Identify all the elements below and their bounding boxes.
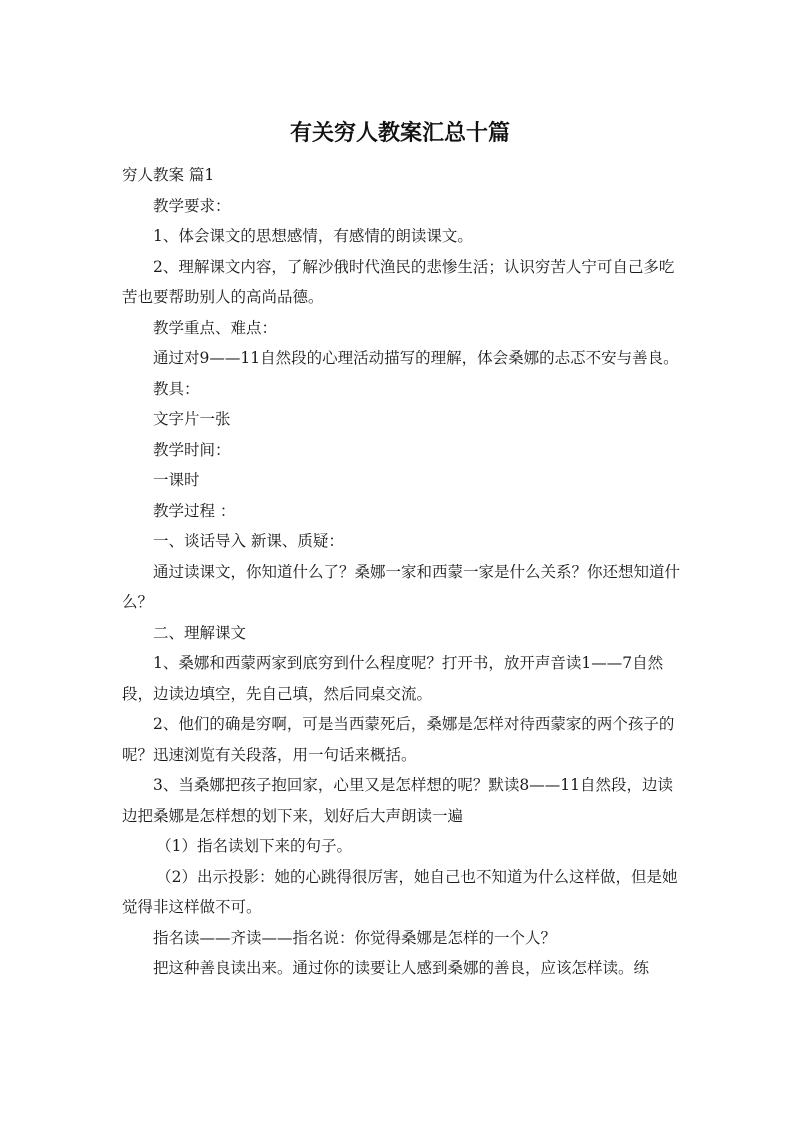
paragraph: 把这种善良读出来。通过你的读要让人感到桑娜的善良，应该怎样读。练 [153, 959, 650, 977]
paragraph: 指名读——齐读——指名说：你觉得桑娜是怎样的一个人？ [153, 928, 557, 947]
paragraph: 3、当桑娜把孩子抱回家，心里又是怎样想的呢？默读8——11自然段，边读边把桑娜是怎样想的划下来，划好后大声朗读一遍 [122, 776, 673, 825]
paragraph: 1、体会课文的思想感情，有感情的朗读课文。 [153, 227, 473, 245]
paragraph: 教具： [153, 379, 200, 398]
paragraph: 通过对9——11自然段的心理活动描写的理解，体会桑娜的忐忑不安与善良。 [153, 349, 679, 367]
paragraph: 二、理解课文 [153, 623, 247, 642]
paragraph: 2、他们的确是穷啊，可是当西蒙死后，桑娜是怎样对待西蒙家的两个孩子的呢？迅速浏览有关段落，用一句话来概括。 [122, 715, 675, 764]
section-heading: 穷人教案 篇1 [122, 166, 215, 184]
document-title: 有关穷人教案汇总十篇 [289, 121, 510, 146]
paragraph: 教学时间： [153, 440, 231, 459]
paragraph: 一、谈话导入 新课、质疑： [153, 532, 344, 550]
paragraph: 教学重点、难点： [153, 318, 278, 337]
paragraph: 文字片一张 [153, 410, 231, 428]
paragraph: （2）出示投影：她的心跳得很厉害，她自己也不知道为什么这样做，但是她觉得非这样做不可。 [122, 867, 678, 916]
paragraph: 一课时 [153, 471, 200, 489]
paragraph: 通过读课文，你知道什么了？桑娜一家和西蒙一家是什么关系？你还想知道什么？ [122, 562, 681, 611]
paragraph: 教学要求： [153, 196, 231, 215]
paragraph: 1、桑娜和西蒙两家到底穷到什么程度呢？打开书，放开声音读1——7自然段，边读边填空，先自己填，然后同桌交流。 [122, 654, 664, 703]
paragraph: 2、理解课文内容，了解沙俄时代渔民的悲惨生活；认识穷苦人宁可自己多吃苦也要帮助别人的高尚品德。 [122, 257, 675, 306]
paragraph: 教学过程 ： [153, 501, 236, 520]
paragraph: （1）指名读划下来的句子。 [156, 837, 352, 855]
document-body [122, 160, 682, 984]
